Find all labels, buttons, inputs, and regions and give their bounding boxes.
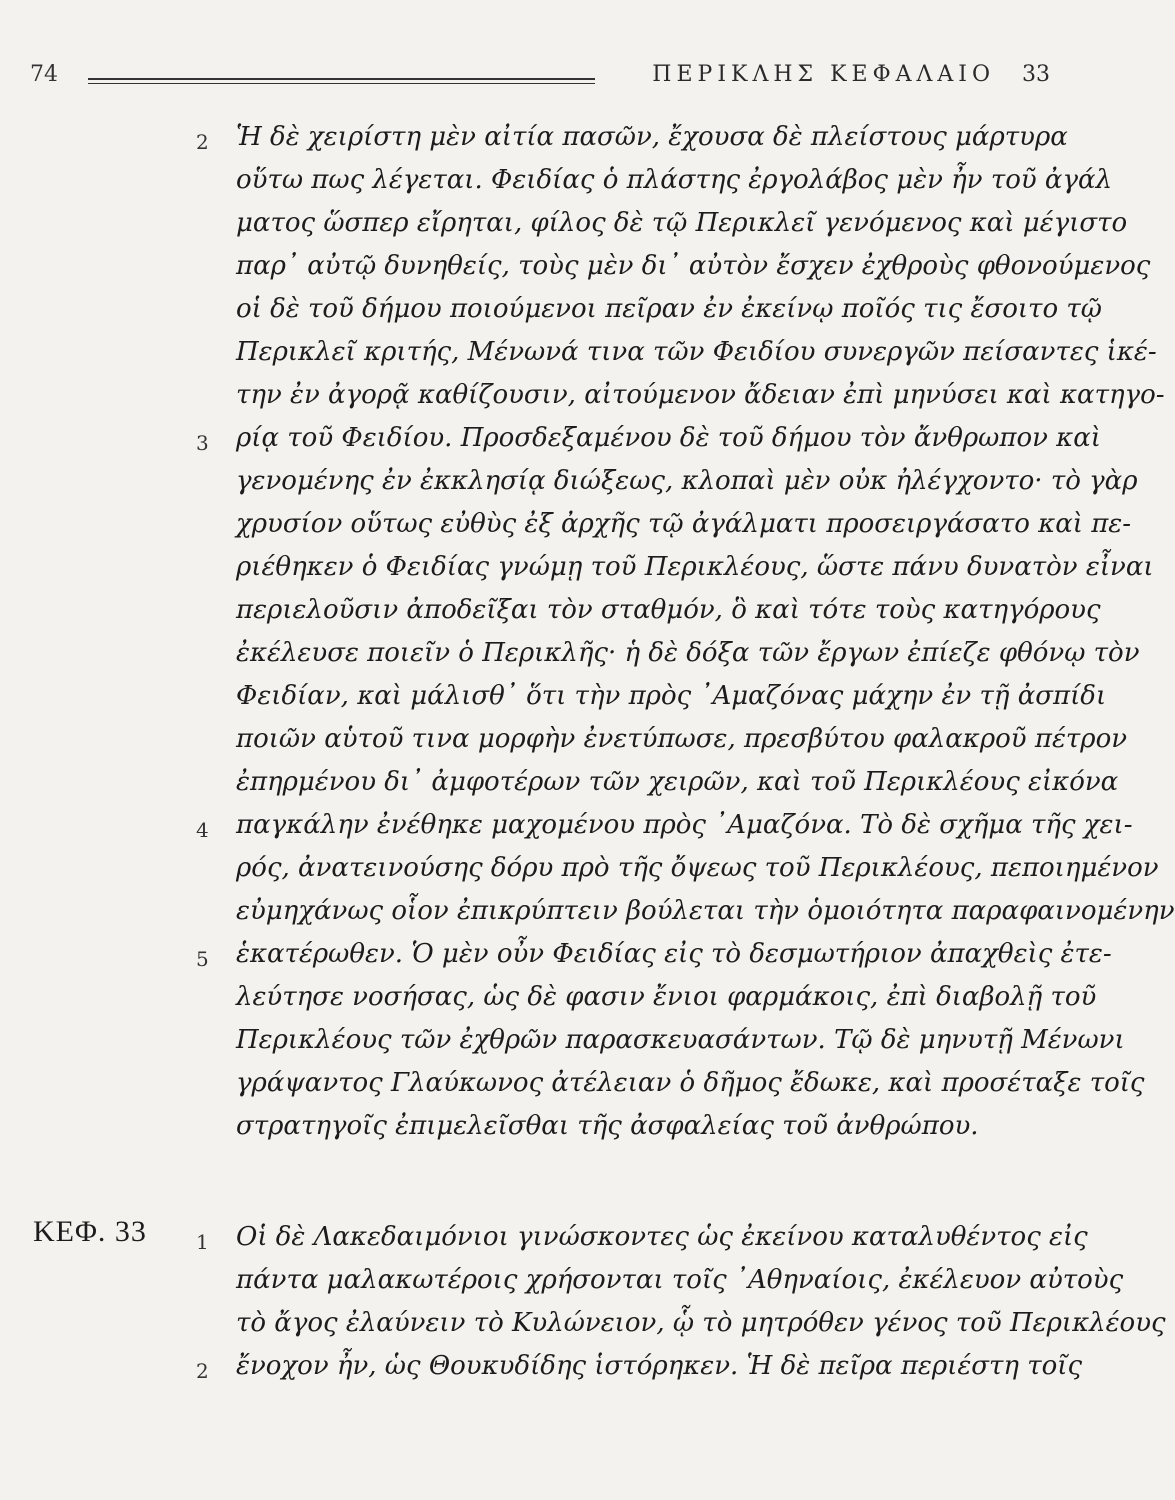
text-line: στρατηγοῖς ἐπιμελεῖσθαι τῆς ἀσφαλείας τοῦ ἀνθρώπου. <box>236 1111 979 1141</box>
text-line: ποιῶν αὑτοῦ τινα μορφὴν ἐνετύπωσε, πρεσβύτου φαλακροῦ πέτρον <box>236 724 1128 754</box>
text-line: ματος ὥσπερ εἴρηται, φίλος δὲ τῷ Περικλεῖ γενόμενος καὶ μέγιστο <box>236 208 1128 238</box>
text-line: τὸ ἄγος ἐλαύνειν τὸ Κυλώνειον, ᾧ τὸ μητρόθεν γένος τοῦ Περικλέους <box>236 1308 1166 1338</box>
text-line: Οἱ δὲ Λακεδαιμόνιοι γινώσκοντες ὡς ἐκείνου καταλυθέντος εἰς <box>236 1222 1088 1252</box>
text-line: πάντα μαλακωτέροις χρήσονται τοῖς ᾿Αθηναίοις, ἐκέλευον αὐτοὺς <box>236 1265 1124 1295</box>
text-line: ἑκατέρωθεν. Ὁ μὲν οὖν Φειδίας εἰς τὸ δεσμωτήριον ἀπαχθεὶς ἐτε- <box>236 939 1112 969</box>
section-marker: 2 <box>196 1359 209 1383</box>
section-marker: 4 <box>196 818 209 842</box>
text-line: περιελοῦσιν ἀποδεῖξαι τὸν σταθμόν, ὃ καὶ τότε τοὺς κατηγόρους <box>236 595 1101 625</box>
text-line: χρυσίον οὕτως εὐθὺς ἐξ ἀρχῆς τῷ ἀγάλματι προσειργάσατο καὶ πε- <box>236 509 1132 539</box>
running-title: ΠΕΡΙΚΛΗΣ ΚΕΦΑΛΑΙΟ <box>652 62 995 87</box>
text-line: ἐπηρμένου δι᾿ ἀμφοτέρων τῶν χειρῶν, καὶ τοῦ Περικλέους εἰκόνα <box>236 767 1119 797</box>
text-line: την ἐν ἀγορᾷ καθίζουσιν, αἰτούμενον ἄδειαν ἐπὶ μηνύσει καὶ κατηγο- <box>236 380 1165 410</box>
text-line: Περικλεῖ κριτής, Μένωνά τινα τῶν Φειδίου συνεργῶν πείσαντες ἱκέ- <box>236 337 1157 367</box>
text-line: ἐκέλευσε ποιεῖν ὁ Περικλῆς· ἡ δὲ δόξα τῶν ἔργων ἐπίεζε φθόνῳ τὸν <box>236 638 1140 668</box>
page-number: 74 <box>30 62 58 87</box>
section-marker: 1 <box>196 1230 209 1254</box>
text-line: οἱ δὲ τοῦ δήμου ποιούμενοι πεῖραν ἐν ἐκείνῳ ποῖός τις ἔσοιτο τῷ <box>236 294 1102 324</box>
text-line: ἔνοχον ἦν, ὡς Θουκυδίδης ἱστόρηκεν. Ἡ δὲ πεῖρα περιέστη τοῖς <box>236 1351 1083 1381</box>
text-line: ρός, ἀνατεινούσης δόρυ πρὸ τῆς ὄψεως τοῦ Περικλέους, πεποιημένον <box>236 853 1159 883</box>
text-line: γενομένης ἐν ἐκκλησίᾳ διώξεως, κλοπαὶ μὲν οὐκ ἠλέγχοντο· τὸ γὰρ <box>236 466 1138 496</box>
section-marker: 5 <box>196 947 209 971</box>
header-rule <box>88 78 595 84</box>
text-line: γράψαντος Γλαύκωνος ἀτέλειαν ὁ δῆμος ἔδωκε, καὶ προσέταξε τοῖς <box>236 1068 1145 1098</box>
text-line: οὕτω πως λέγεται. Φειδίας ὁ πλάστης ἐργολάβος μὲν ἦν τοῦ ἀγάλ <box>236 165 1113 195</box>
text-line: παρ᾿ αὐτῷ δυνηθείς, τοὺς μὲν δι᾿ αὐτὸν ἔσχεν ἐχθροὺς φθονούμενος <box>236 251 1151 281</box>
chapter-label: ΚΕΦ. 33 <box>33 1215 147 1248</box>
page-header <box>30 58 1050 94</box>
text-line: ρίᾳ τοῦ Φειδίου. Προσδεξαμένου δὲ τοῦ δήμου τὸν ἄνθρωπον καὶ <box>236 423 1101 453</box>
header-chapter-number: 33 <box>1022 62 1050 87</box>
text-line: Ἡ δὲ χειρίστη μὲν αἰτία πασῶν, ἔχουσα δὲ πλείστους μάρτυρα <box>236 122 1068 152</box>
section-marker: 3 <box>196 431 209 455</box>
text-line: παγκάλην ἐνέθηκε μαχομένου πρὸς ᾿Αμαζόνα. Τὸ δὲ σχῆμα τῆς χει- <box>236 810 1133 840</box>
section-marker: 2 <box>196 130 209 154</box>
text-line: Περικλέους τῶν ἐχθρῶν παρασκευασάντων. Τῷ δὲ μηνυτῇ Μένωνι <box>236 1025 1125 1055</box>
text-line: ριέθηκεν ὁ Φειδίας γνώμῃ τοῦ Περικλέους, ὥστε πάνυ δυνατὸν εἶναι <box>236 552 1154 582</box>
text-line: εὐμηχάνως οἷον ἐπικρύπτειν βούλεται τὴν ὁμοιότητα παραφαινομένην <box>236 896 1175 926</box>
text-line: λεύτησε νοσήσας, ὡς δὲ φασιν ἔνιοι φαρμάκοις, ἐπὶ διαβολῇ τοῦ <box>236 982 1097 1012</box>
text-line: Φειδίαν, καὶ μάλισθ᾿ ὅτι τὴν πρὸς ᾿Αμαζόνας μάχην ἐν τῇ ἀσπίδι <box>236 681 1107 711</box>
